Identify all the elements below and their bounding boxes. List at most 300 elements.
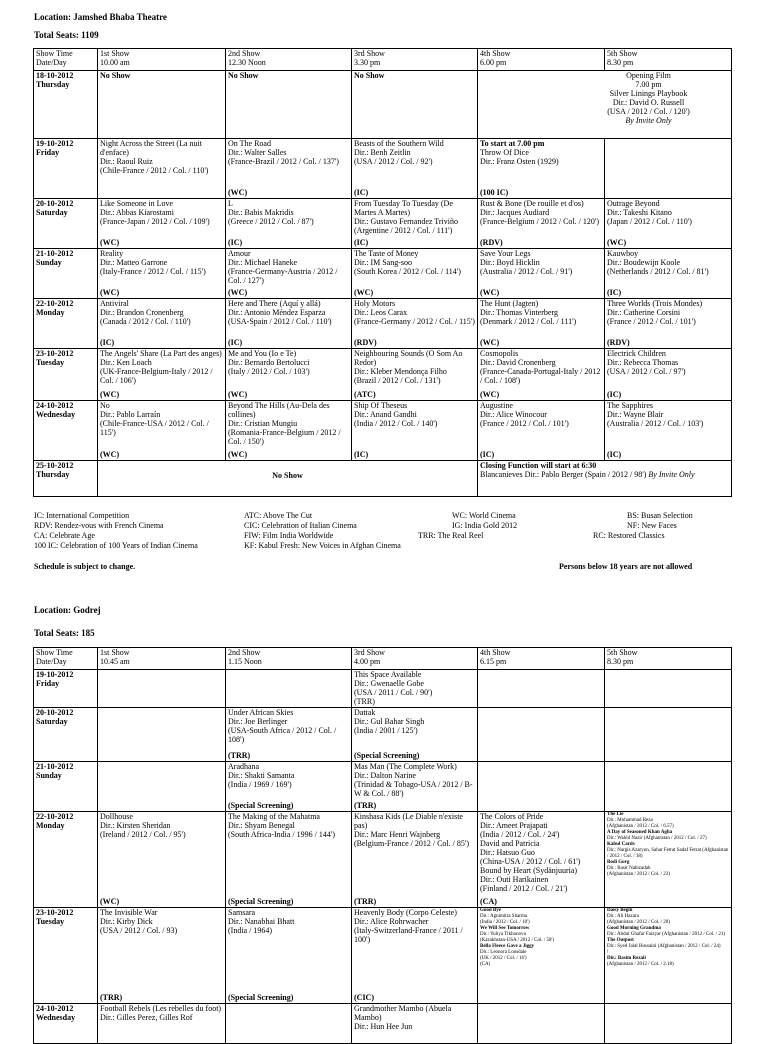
show-cell-content — [607, 908, 729, 1002]
section-tag: (Special Screening) — [228, 993, 294, 1002]
short-film-details: Dir.: Agnimitra Sharma (India / 2012 / Col. / 10') — [480, 914, 530, 925]
show-cell-content — [480, 199, 602, 247]
closing-film: Blancanieves Dir.: Pablo Berger (Spain / 2012 / 98') — [480, 470, 647, 479]
film-entry: Augustine Dir.: Alice Winocour (France / 2012 / Col. / 101') — [480, 401, 569, 428]
section-tag: (IC) — [354, 188, 369, 197]
short-film-title: Daisy Begin — [607, 908, 633, 913]
show-cell-content — [100, 401, 223, 459]
short-film-details: (Afghanistan / 2012 / Col. / 2.18) — [607, 962, 674, 967]
show-cell — [605, 708, 732, 762]
date-text: 20-10-2012 — [36, 708, 74, 717]
show-cell-content — [480, 249, 602, 297]
header-text: 3.30 pm — [354, 58, 381, 67]
show-cell-content — [100, 708, 223, 760]
show-cell — [226, 71, 352, 139]
header-text: 4.00 pm — [354, 657, 381, 666]
legend-item: RDV: Rendez-vous with French Cinema — [34, 521, 164, 530]
header-text: 3rd Show — [354, 648, 385, 657]
show-cell — [98, 908, 226, 1004]
show-cell — [605, 670, 732, 708]
show-cell — [478, 401, 605, 461]
show-cell-content — [607, 349, 729, 399]
show-cell — [478, 349, 605, 401]
section-tag: (IC) — [100, 338, 115, 347]
show-cell — [605, 812, 732, 908]
show-cell-content — [354, 762, 475, 810]
show-cell-content — [607, 1004, 729, 1042]
show-cell — [352, 708, 478, 762]
date-cell — [34, 139, 98, 199]
show-text: No Show — [228, 71, 259, 80]
show-cell — [478, 812, 605, 908]
short-film-title: Kabul Cards — [607, 842, 635, 847]
short-film-title: A Day of Seasoned Khan Agha — [607, 830, 673, 835]
film-entry: Holy Motors Dir.: Leos Carax (France-Germany / 2012 / Col. / 115') — [354, 299, 475, 326]
show-cell-content — [354, 401, 475, 459]
header-text: 2nd Show — [228, 648, 261, 657]
show-cell-content — [100, 908, 223, 1002]
legend-item: KF: Kabul Fresh: New Voices in Afghan Cinema — [244, 541, 401, 550]
legend-item: IC: International Competition — [34, 511, 130, 520]
legend-item: NF: New Faces — [627, 521, 677, 530]
location-label: Location: Jamshed Bhaba Theatre — [34, 12, 167, 22]
section-tag: (Special Screening) — [228, 801, 294, 810]
show-cell — [478, 708, 605, 762]
film-entry: Ship Of Theseus Dir.: Anand Gandhi (India / 2012 / Col. / 140') — [354, 401, 438, 428]
film-entry: Cosmopolis Dir.: David Cronenberg (France-Canada-Portugal-Italy / 2012 / Col. / 108') — [480, 349, 601, 385]
show-cell — [605, 199, 732, 249]
date-text: 21-10-2012 — [36, 762, 74, 771]
legend-item: IG: India Gold 2012 — [452, 521, 518, 530]
show-cell-content — [480, 812, 602, 906]
show-cell-content — [354, 812, 475, 906]
header-text: 12.30 Noon — [228, 58, 266, 67]
header-text: Date/Day — [36, 657, 67, 666]
date-text: 24-10-2012 — [36, 1004, 74, 1013]
table-header-row — [34, 648, 732, 670]
date-text: 22-10-2012 — [36, 299, 74, 308]
date-text: 24-10-2012 — [36, 401, 74, 410]
show-cell — [98, 71, 226, 139]
closing-function-note: Closing Function will start at 6:30 — [480, 461, 597, 470]
show-text: No Show — [354, 71, 385, 80]
header-text: 1st Show — [100, 648, 130, 657]
show-cell-content — [480, 908, 602, 1002]
show-cell-content — [354, 299, 475, 347]
show-cell — [478, 908, 605, 1004]
show-cell — [478, 139, 605, 199]
film-entry: The Making of the Mahatma Dir.: Shyam Benegal (South Africa-India / 1996 / 144') — [228, 812, 335, 839]
show-cell-content — [354, 908, 475, 1002]
section-tag: (IC) — [354, 238, 369, 247]
show-cell — [352, 249, 478, 299]
show-cell — [352, 71, 478, 139]
section-tag: (WC) — [228, 288, 248, 297]
show-cell-content — [607, 708, 729, 760]
film-entry: Me and You (Io e Te) Dir.: Bernardo Bertolucci (Italy / 2012 / Col. / 103') — [228, 349, 310, 376]
section-tag: (WC) — [100, 390, 120, 399]
show-cell-content — [228, 401, 349, 459]
show-cell-content — [100, 762, 223, 810]
short-film-details: Dir.: Syed Jalal Hussaini (Afghanistan / 2012 / Col. / 24) ! — [607, 944, 721, 955]
show-cell-content — [228, 1004, 349, 1042]
day-text: Thursday — [36, 470, 70, 479]
section-tag: (WC) — [100, 238, 120, 247]
show-cell-content — [354, 249, 475, 297]
film-entry: Amour Dir.: Michael Haneke (France-Germany-Austria / 2012 / Col. / 127') — [228, 249, 338, 285]
header-cell — [605, 49, 732, 71]
film-entry: Heavenly Body (Corpo Celeste) Dir.: Alice Rohrwacher (Italy-Switzerland-France / 2011 / 100') — [354, 908, 463, 944]
show-cell-content — [607, 812, 729, 906]
show-cell-content — [354, 708, 475, 760]
section-tag: (WC) — [354, 288, 374, 297]
header-text: 8.30 pm — [607, 657, 634, 666]
section-tag: (WC) — [228, 450, 248, 459]
date-cell — [34, 199, 98, 249]
header-text: Show Time — [36, 648, 73, 657]
show-cell — [352, 349, 478, 401]
header-cell — [34, 648, 98, 670]
show-cell-content — [354, 349, 475, 399]
show-cell — [226, 249, 352, 299]
film-entry: Kinshasa Kids (Le Diable n'existe pas) Dir.: Marc Henri Wajnberg (Belgium-France / 2012 / Col. / 85') — [354, 812, 469, 848]
date-text: 25-10-2012 — [36, 461, 74, 470]
header-cell — [34, 49, 98, 71]
day-text: Sunday — [36, 771, 62, 780]
show-cell-content — [228, 762, 349, 810]
schedule-table-jamshed-bhaba — [33, 48, 732, 497]
show-cell — [605, 299, 732, 349]
no-show-cell — [98, 461, 478, 497]
show-cell-content — [100, 1004, 223, 1042]
table-row — [34, 199, 732, 249]
show-cell — [605, 249, 732, 299]
date-cell — [34, 299, 98, 349]
short-film-details: Dir.: Basir Nabizadah (Afghanistan / 2012 / Col. / 23) — [607, 866, 670, 877]
film-entry: On The Road Dir.: Walter Salles (France-Brazil / 2012 / Col. / 137') — [228, 139, 339, 166]
header-cell — [98, 49, 226, 71]
film-entry: L Dir.: Babis Makridis (Greece / 2012 / Col. / 87') — [228, 199, 314, 226]
section-tag: (IC) — [228, 238, 243, 247]
date-cell — [34, 349, 98, 401]
film-entry: Dattak Dir.: Gul Bahar Singh (India / 2001 / 125') — [354, 708, 425, 735]
section-tag: (100 IC) — [480, 188, 509, 197]
show-cell — [98, 249, 226, 299]
show-cell — [226, 708, 352, 762]
legend-item: CIC: Celebration of Italian Cinema — [244, 521, 357, 530]
show-cell — [98, 349, 226, 401]
show-cell — [226, 199, 352, 249]
section-tag: (IC) — [228, 338, 243, 347]
show-cell — [98, 812, 226, 908]
section-tag: (Special Screening) — [354, 751, 420, 760]
short-film-title: Bodi Gorg — [607, 860, 630, 865]
film-entry: Dollhouse Dir.: Kirsten Sheridan (Ireland / 2012 / Col. / 95') — [100, 812, 186, 839]
table-row — [34, 139, 732, 199]
invite-only-note: By Invite Only — [648, 470, 695, 479]
film-entry: The Sapphires Dir.: Wayne Blair (Australia / 2012 / Col. / 103') — [607, 401, 704, 428]
legend-item: FIW: Film India Worldwide — [244, 531, 334, 540]
show-cell — [352, 401, 478, 461]
day-text: Friday — [36, 679, 60, 688]
film-entry: Rust & Bone (De rouille et d'os) Dir.: Jacques Audiard (France-Belgium / 2012 / Col. / 120') — [480, 199, 599, 226]
opening-film-line: Opening Film — [626, 71, 671, 80]
show-cell — [352, 908, 478, 1004]
date-text: 23-10-2012 — [36, 908, 74, 917]
total-seats-label: Total Seats: 1109 — [34, 30, 99, 40]
short-film-details: Dir.: Nargis Azaryun, Sahar Fetrat Sadaf Fetrat (Afghanistan / 2012 / Col. / 18) — [607, 848, 729, 859]
short-film-title: We Will See Tomorrow — [480, 926, 530, 931]
opening-film-line: 7.00 pm — [635, 80, 662, 89]
film-entry: The Hunt (Jagten) Dir.: Thomas Vinterberg (Denmark / 2012 / Col. / 111') — [480, 299, 577, 326]
show-cell — [98, 139, 226, 199]
table-row — [34, 349, 732, 401]
section-tag: (CA) — [480, 897, 497, 906]
show-cell — [226, 401, 352, 461]
table-row — [34, 461, 732, 497]
header-text: Show Time — [36, 49, 73, 58]
short-film-title: Good Bye — [480, 908, 501, 913]
film-entry: The Taste of Money Dir.: IM Sang-soo (South Korea / 2012 / Col. / 114') — [354, 249, 461, 276]
show-cell-content — [228, 670, 349, 706]
header-cell — [352, 648, 478, 670]
show-text: No Show — [100, 71, 131, 80]
show-cell-content — [480, 670, 602, 706]
section-tag: (IC) — [607, 288, 622, 297]
show-cell — [98, 401, 226, 461]
show-cell — [478, 299, 605, 349]
section-tag: (WC) — [480, 338, 500, 347]
day-text: Friday — [36, 148, 60, 157]
day-text: Tuesday — [36, 917, 65, 926]
short-film-details: Dir.: Abdul Ghafar Faizyar (Afghanistan / 2012 / Col. / 21) — [607, 932, 726, 937]
show-cell-content — [228, 908, 349, 1002]
date-text: 20-10-2012 — [36, 199, 74, 208]
film-entry: Three Worlds (Trois Mondes) Dir.: Catherine Corsini (France / 2012 / Col. / 101') — [607, 299, 703, 326]
day-text: Tuesday — [36, 358, 65, 367]
show-cell-content — [607, 401, 729, 459]
show-cell-content — [607, 762, 729, 810]
film-entry: Under African Skies Dir.: Joe Berlinger (USA-South Africa / 2012 / Col. / 108') — [228, 708, 337, 744]
day-text: Wednesday — [36, 410, 76, 419]
header-text: 5th Show — [607, 49, 638, 58]
short-film-details: Dir.: Ali Hazara (Afghanistan / 2012 / Col. / 20) — [607, 914, 670, 925]
location-label: Location: Godrej — [34, 605, 101, 615]
header-text: 3rd Show — [354, 49, 385, 58]
show-cell-content — [228, 812, 349, 906]
show-cell-content — [228, 708, 349, 760]
date-cell — [34, 908, 98, 1004]
short-film-title: The Outpost — [607, 938, 634, 943]
date-cell — [34, 71, 98, 139]
header-cell — [226, 648, 352, 670]
date-cell — [34, 461, 98, 497]
table-row — [34, 762, 732, 812]
header-text: 1.15 Noon — [228, 657, 262, 666]
show-cell — [605, 401, 732, 461]
show-cell-content — [100, 299, 223, 347]
table-row — [34, 299, 732, 349]
date-text: 19-10-2012 — [36, 139, 74, 148]
day-text: Wednesday — [36, 1013, 76, 1022]
film-entry: Mas Man (The Complete Work) Dir.: Dalton Narine (Trinidad & Tobago-USA / 2012 / B-W & Col. / 88') — [354, 762, 473, 798]
closing-function-cell — [478, 461, 732, 497]
section-tag: (TRR) — [228, 751, 251, 760]
section-tag: (RDV) — [607, 338, 630, 347]
day-text: Saturday — [36, 208, 68, 217]
legend-item: BS: Busan Selection — [627, 511, 693, 520]
show-cell-content — [100, 812, 223, 906]
legend-item: 100 IC: Celebration of 100 Years of Indian Cinema — [34, 541, 198, 550]
total-seats-label: Total Seats: 185 — [34, 628, 95, 638]
show-cell — [226, 812, 352, 908]
section-tag: (IC) — [480, 450, 495, 459]
table-row — [34, 812, 732, 908]
start-time-note: To start at 7.00 pm — [480, 139, 545, 148]
table-row — [34, 401, 732, 461]
show-cell-content — [607, 299, 729, 347]
date-text: 23-10-2012 — [36, 349, 74, 358]
film-entry: Kauwboy Dir.: Boudewijn Koole (Netherlands / 2012 / Col. / 81') — [607, 249, 709, 276]
film-entry: Electrick Children Dir.: Rebecca Thomas (USA / 2012 / Col. / 97') — [607, 349, 686, 376]
opening-film-line: (USA / 2012 / Col. / 120') — [607, 107, 690, 116]
show-cell — [352, 762, 478, 812]
section-tag: (WC) — [228, 390, 248, 399]
section-tag: (ATC) — [354, 390, 376, 399]
section-tag: (WC) — [480, 288, 500, 297]
short-film-details: Dir.: Leonora Lonsdale (UK / 2012 / Col. / 16') (CA) — [480, 950, 527, 967]
header-cell — [478, 49, 605, 71]
date-text: 19-10-2012 — [36, 670, 74, 679]
section-tag: (WC) — [607, 238, 627, 247]
section-tag: (RDV) — [354, 338, 377, 347]
show-cell-content — [100, 349, 223, 399]
header-text: 4th Show — [480, 648, 511, 657]
film-entry: No Dir.: Pablo Larraín (Chile-France-USA / 2012 / Col. / 115') — [100, 401, 209, 437]
section-tag: (TRR) — [354, 897, 377, 906]
show-cell — [98, 708, 226, 762]
header-cell — [352, 49, 478, 71]
short-film-title: The Lie — [607, 812, 624, 817]
header-cell — [98, 648, 226, 670]
section-tag: (WC) — [100, 897, 120, 906]
header-text: 1st Show — [100, 49, 130, 58]
show-cell — [98, 199, 226, 249]
short-film-details: Dir.: Yuliya Tikhonova (Kazakhstan-USA / 2012 / Col. / 58') — [480, 932, 555, 943]
short-film-details: Dir.: Mohammad Reza (Afghanistan / 2012 / Col. / 6.57) — [607, 818, 674, 829]
legend-item: RC: Restored Classics — [593, 531, 665, 540]
show-cell — [605, 139, 732, 199]
date-cell — [34, 708, 98, 762]
show-cell — [605, 349, 732, 401]
day-text: Thursday — [36, 80, 70, 89]
opening-film-cell — [478, 71, 732, 139]
show-cell — [478, 670, 605, 708]
show-cell — [226, 762, 352, 812]
show-cell — [98, 762, 226, 812]
film-entry: The Angels' Share (La Part des anges) Dir.: Ken Loach (UK-France-Belgium-Italy / 2012 / Col. / 106') — [100, 349, 222, 385]
opening-film-line: Silver Linings Playbook — [609, 89, 688, 98]
date-cell — [34, 812, 98, 908]
film-entry: Reality Dir.: Matteo Garrone (Italy-France / 2012 / Col. / 115') — [100, 249, 206, 276]
short-film-title: Dir.: Basim Rezaii — [607, 956, 646, 961]
opening-film-line: Dir.: David O. Russell — [612, 98, 685, 107]
film-entry: Beasts of the Southern Wild Dir.: Benh Zeitlin (USA / 2012 / Col. / 92') — [354, 139, 444, 166]
invite-only-note: By Invite Only — [625, 116, 672, 125]
section-tag: (IC) — [607, 450, 622, 459]
show-cell-content — [480, 401, 602, 459]
section-tag: (RDV) — [480, 238, 503, 247]
date-text: 22-10-2012 — [36, 812, 74, 821]
schedule-table-godrej — [33, 647, 732, 1044]
film-entry: Neighbouring Sounds (O Som Ao Redor) Dir.: Kleber Mendonça Filho (Brazil / 2012 / Col. / 131') — [354, 349, 463, 385]
film-entry: Grandmother Mambo (Abuela Mambo) Dir.: Hun Hee Jun — [354, 1004, 452, 1031]
show-cell-content — [100, 670, 223, 706]
show-cell — [352, 812, 478, 908]
header-cell — [605, 648, 732, 670]
show-cell-content — [228, 199, 349, 247]
table-row — [34, 71, 732, 139]
legend-item: CA: Celebrate Age — [34, 531, 95, 540]
film-entry: Antiviral Dir.: Brandon Cronenberg (Canada / 2012 / Col. / 110') — [100, 299, 191, 326]
date-text: 21-10-2012 — [36, 249, 74, 258]
show-cell-content — [480, 762, 602, 810]
no-show-text: No Show — [272, 471, 303, 480]
header-cell — [226, 49, 352, 71]
section-tag: (WC) — [100, 450, 120, 459]
legend-item: TRR: The Real Reel — [418, 531, 484, 540]
show-cell — [226, 299, 352, 349]
date-cell — [34, 670, 98, 708]
short-film-title: Bella Fleece Gave a Jiggy — [480, 944, 535, 949]
header-text: 10.00 am — [100, 58, 130, 67]
table-row — [34, 670, 732, 708]
film-entry: Throw Of Dice Dir.: Franz Osten (1929) — [480, 148, 559, 166]
show-cell — [226, 139, 352, 199]
show-cell — [98, 299, 226, 349]
film-entry: Like Someone in Love Dir.: Abbas Kiarostami (France-Japan / 2012 / Col. / 109') — [100, 199, 210, 226]
day-text: Monday — [36, 821, 65, 830]
show-cell-content — [480, 349, 602, 399]
show-cell-content — [607, 199, 729, 247]
header-text: 4th Show — [480, 49, 511, 58]
table-row — [34, 908, 732, 1004]
show-cell — [226, 908, 352, 1004]
short-film-title: Good Morning Grandma — [607, 926, 661, 931]
show-cell — [226, 349, 352, 401]
section-tag: (Special Screening) — [228, 897, 294, 906]
show-cell — [605, 908, 732, 1004]
header-text: 10.45 am — [100, 657, 130, 666]
show-cell — [226, 670, 352, 708]
table-row — [34, 249, 732, 299]
show-cell-content — [354, 670, 475, 706]
legend-item: ATC: Above The Cut — [244, 511, 313, 520]
show-cell — [352, 299, 478, 349]
header-text: 8.30 pm — [607, 58, 634, 67]
date-cell — [34, 249, 98, 299]
show-cell-content — [354, 1004, 475, 1042]
film-entry: Football Rebels (Les rebelles du foot) Dir.: Gilles Perez, Gilles Rof — [100, 1004, 222, 1022]
show-cell — [478, 762, 605, 812]
table-row — [34, 708, 732, 762]
film-entry: The Invisible War Dir.: Kirby Dick (USA / 2012 / Col. / 93) — [100, 908, 178, 935]
date-text: 18-10-2012 — [36, 71, 74, 80]
section-tag: (WC) — [228, 188, 248, 197]
show-cell — [478, 199, 605, 249]
header-text: 2nd Show — [228, 49, 261, 58]
film-entry: The Colors of Pride Dir.: Ameet Prajapati (India / 2012 / Col. / 24') David and Patricia Dir.: Hatsuo Guo (China-USA / 2012 / Col. / 61') Bound by Heart (Sydänjuuria) Dir.: Outi Harikainen (Finland / 2012 / Col. / 21') — [480, 812, 581, 893]
